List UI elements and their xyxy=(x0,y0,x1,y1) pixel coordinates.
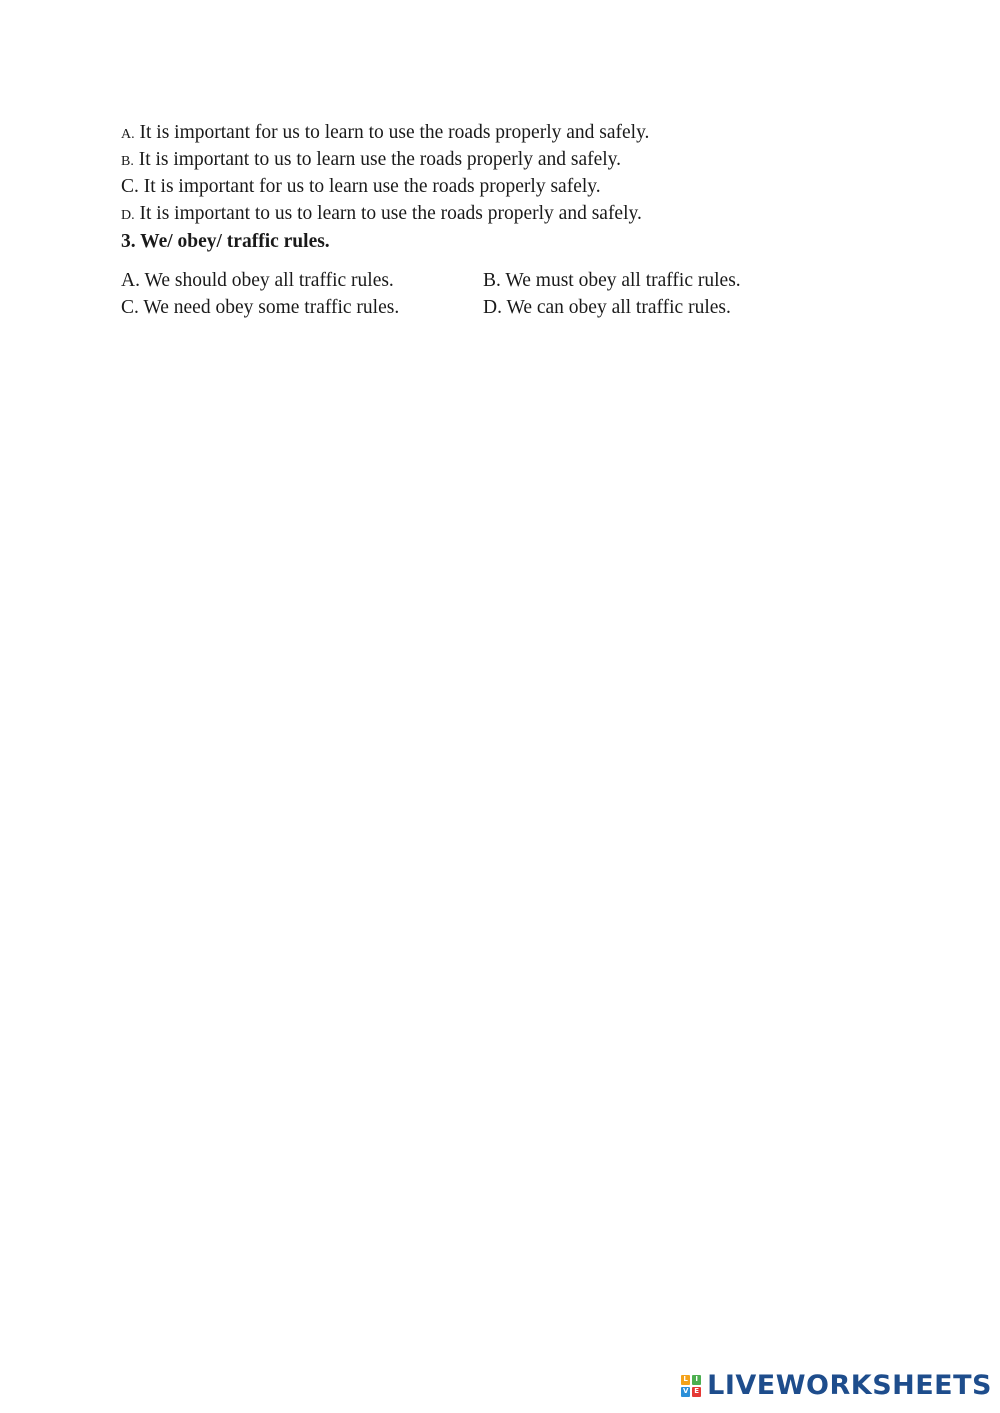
logo-text: LIVEWORKSHEETS xyxy=(707,1370,992,1401)
logo-squares-icon xyxy=(681,1375,701,1397)
q3-option-c: C. We need obey some traffic rules. xyxy=(121,297,400,318)
logo-square-i: I xyxy=(692,1375,701,1385)
q3-option-a: A. We should obey all traffic rules. xyxy=(121,270,394,291)
option-text: It is important to us to learn use the roads properly and safely. xyxy=(138,149,622,170)
logo-square-l: L xyxy=(681,1375,690,1385)
option-letter: B. xyxy=(121,154,134,169)
option-letter: C. xyxy=(121,176,139,197)
option-text: It is important for us to learn use the roads properly safely. xyxy=(143,176,601,197)
q3-option-d: D. We can obey all traffic rules. xyxy=(483,297,731,318)
option-text: It is important for us to learn to use the roads properly and safely. xyxy=(139,122,650,143)
option-letter: A. xyxy=(121,127,135,142)
q2-option-b xyxy=(121,148,621,174)
q3-option-b: B. We must obey all traffic rules. xyxy=(483,270,741,291)
q2-option-d xyxy=(121,202,642,228)
logo-square-v: V xyxy=(682,1387,689,1395)
logo-square-e: E xyxy=(692,1387,701,1397)
q2-option-c xyxy=(121,175,601,199)
option-text: It is important to us to learn to use the roads properly and safely. xyxy=(139,203,642,224)
liveworksheets-logo xyxy=(681,1370,992,1401)
q2-option-a xyxy=(121,121,649,147)
question-3-prompt: 3. We/ obey/ traffic rules. xyxy=(121,231,330,252)
option-letter: D. xyxy=(121,208,135,223)
